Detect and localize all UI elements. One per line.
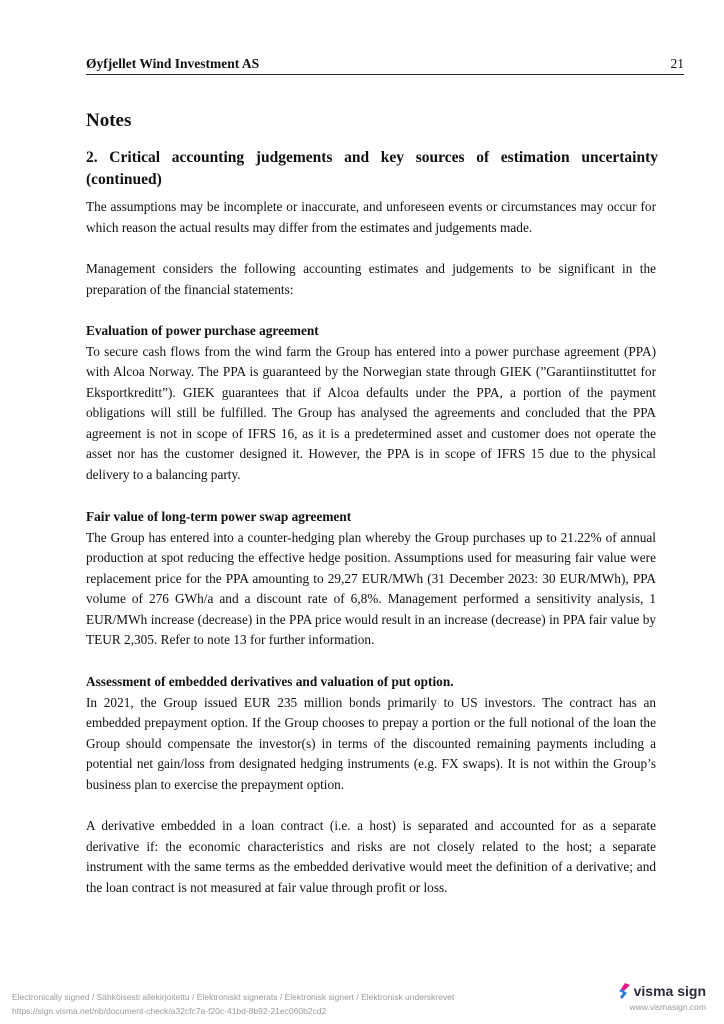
- brand-url[interactable]: www.vismasign.com: [629, 1002, 706, 1012]
- intro-paragraph-1: The assumptions may be incomplete or inaccurate, and unforeseen events or circumstances may occur for which reason the actual results may differ from the estimates and judgements made.: [86, 199, 656, 235]
- page-number: 21: [670, 56, 684, 71]
- visma-sign-branding: [618, 983, 706, 1012]
- intro-paragraph-2: Management considers the following accounting estimates and judgements to be significant in the preparation of the financial statements:: [86, 261, 656, 297]
- page-header: [86, 56, 684, 75]
- subsection-heading: Assessment of embedded derivatives and valuation of put option.: [86, 674, 454, 689]
- subsection-ppa: [86, 321, 656, 485]
- subsection-body: In 2021, the Group issued EUR 235 million bonds primarily to US investors. The contract has an embedded prepayment option. If the Group chooses to prepay a portion or the full notional of the loan the Group should compensate the investor(s) in terms of the discounted remaining payments including a potential net gain/loss from designated hedging instruments (e.g. FX swaps). It is not within the Group’s business plan to exercise the prepayment option.: [86, 694, 656, 792]
- document-check-link[interactable]: https://sign.visma.net/nb/document-check/a32cfc7a-f20c-41bd-8b92-21ec060b2cd2: [12, 1006, 327, 1016]
- subsection-heading: Fair value of long-term power swap agreement: [86, 509, 352, 524]
- subsection-embedded-derivatives: [86, 672, 656, 795]
- subsection-body: To secure cash flows from the wind farm the Group has entered into a power purchase agreement (PPA) with Alcoa Norway. The PPA is guaranteed by the Norwegian state through GIEK (”Garantiinstituttet for Eksportkreditt”). GIEK guarantees that if Alcoa defaults under the PPA, a portion of the payment obligations will still be fulfilled. The Group has analysed the agreements and concluded that the PPA agreement is not in scope of IFRS 16, as it is a predetermined asset and customer does not operate the asset nor has the customer designed it. However, the PPA is in scope of IFRS 15 due to the physical delivery to a balancing party.: [86, 343, 656, 482]
- company-name: Øyfjellet Wind Investment AS: [86, 56, 260, 71]
- subsection-power-swap: [86, 507, 656, 651]
- section-title: 2. Critical accounting judgements and key sources of estimation uncertainty (continued): [86, 149, 658, 188]
- signed-statement: Electronically signed / Sähköisesti allekirjoitettu / Elektroniskt signerats / Elektronisk signert / Elektronisk underskrevet: [12, 992, 455, 1002]
- signature-footer: [12, 990, 454, 1018]
- brand-lockup: [618, 983, 706, 999]
- brand-name: visma sign: [633, 983, 706, 999]
- subsection-body: The Group has entered into a counter-hedging plan whereby the Group purchases up to 21.22% of annual production at spot reducing the effective hedge position. Assumptions used for measuring fair value were replacement price for the PPA amounting to 29,27 EUR/MWh (31 December 2023: 30 EUR/MWh), PPA volume of 276 GWh/a and a discount rate of 6,8%. Management performed a sensitivity analysis, 1 EUR/MWh increase (decrease) in the PPA price would result in an increase (decrease) in PPA fair value by TEUR 2,305. Refer to note 13 for further information.: [86, 529, 656, 647]
- visma-sign-logo-icon: [618, 983, 630, 999]
- notes-title: Notes: [86, 110, 132, 131]
- closing-paragraph: A derivative embedded in a loan contract (i.e. a host) is separated and accounted for as a separate derivative if: the economic characteristics and risks are not closely related to the host; a separate instrument with the same terms as the embedded derivative would meet the definition of a derivative; and the loan contract is not measured at fair value through profit or loss.: [86, 818, 656, 895]
- subsection-heading: Evaluation of power purchase agreement: [86, 323, 319, 338]
